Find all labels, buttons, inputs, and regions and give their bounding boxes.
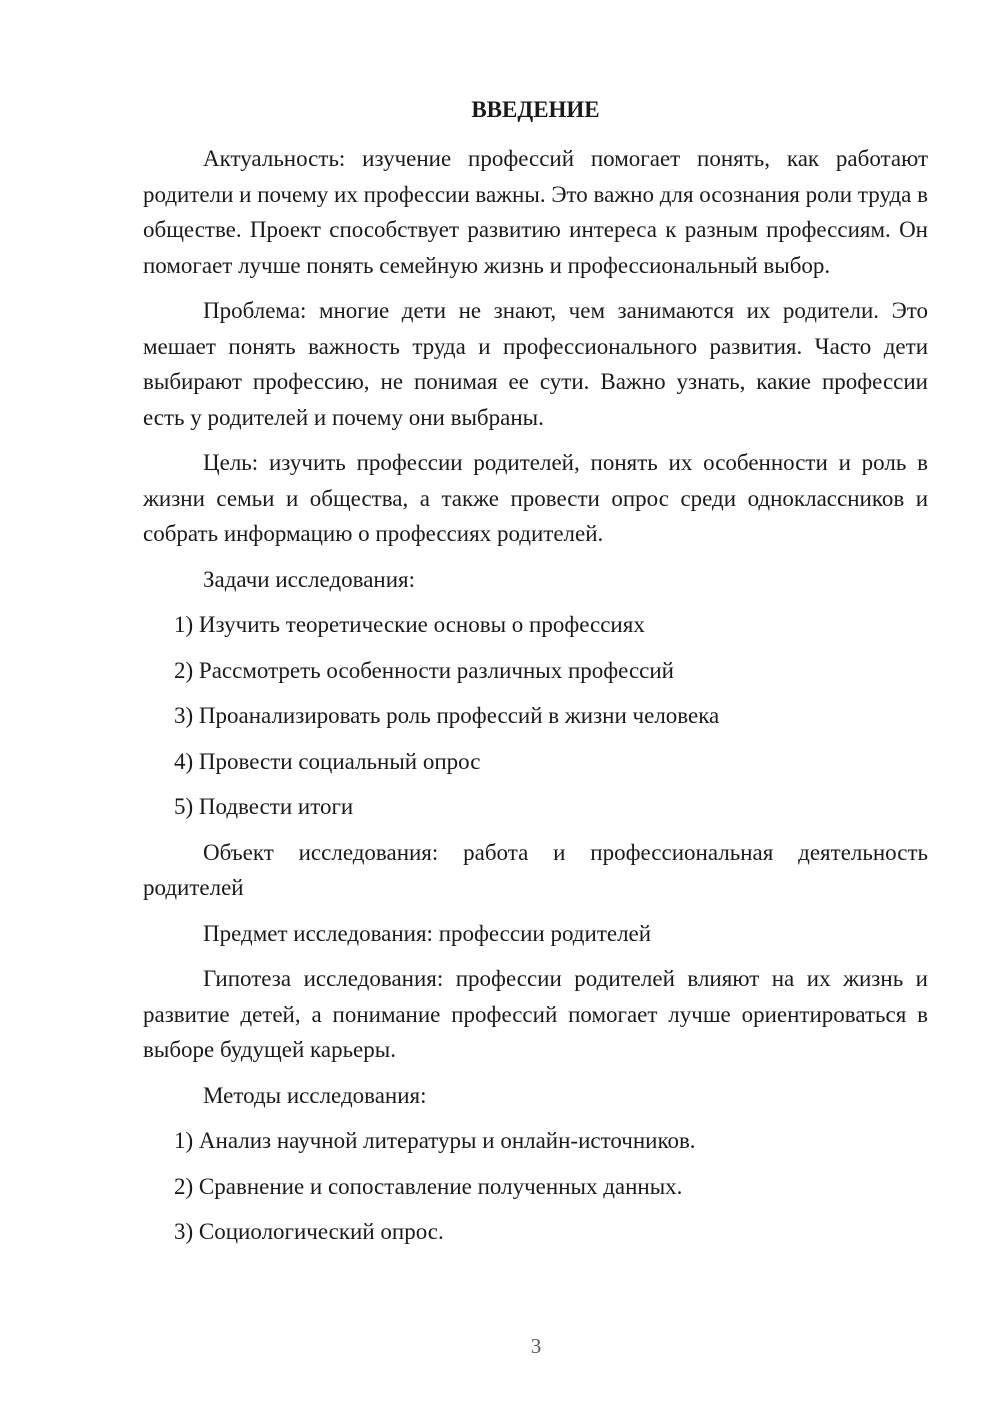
list-item: 1) Анализ научной литературы и онлайн-источников. [174, 1128, 696, 1153]
list-item: 2) Рассмотреть особенности различных профессий [174, 657, 674, 683]
problem-paragraph: Проблема: многие дети не знают, чем занимаются их родители. Это мешает понять важность труда и профессионального развития. Часто дети выбирают профессию, не понимая ее сути. Важно узнать, какие профессии есть у родителей и почему они выбраны. [143, 298, 928, 430]
section-title: ВВЕДЕНИЕ [471, 97, 600, 122]
list-item: 3) Социологический опрос. [174, 1219, 444, 1244]
relevance-paragraph: Актуальность: изучение профессий помогает понять, как работают родители и почему их профессии важны. Это важно для осознания роли труда в обществе. Проект способствует развитию интереса к разным профессиям. Он помогает лучше понять семейную жизнь и профессиональный выбор. [143, 146, 928, 278]
list-item: 3) Проанализировать роль профессий в жизни человека [174, 703, 720, 728]
object-paragraph: Объект исследования: работа и профессиональная деятельность родителей [143, 839, 928, 900]
page-number: 3 [530, 1334, 542, 1358]
goal-paragraph: Цель: изучить профессии родителей, понять их особенности и роль в жизни семьи и общества, а также провести опрос среди одноклассников и собрать информацию о профессиях родителей. [143, 450, 928, 546]
methods-list [143, 1123, 928, 1250]
list-item: 5) Подвести итоги [174, 794, 354, 819]
list-item: 1) Изучить теоретические основы о профессиях [174, 612, 645, 637]
methods-heading: Методы исследования: [203, 1082, 427, 1108]
hypothesis-paragraph: Гипотеза исследования: профессии родителей влияют на их жизнь и развитие детей, а понимание профессий помогает лучше ориентироваться в выборе будущей карьеры. [143, 966, 928, 1062]
tasks-list [143, 607, 928, 825]
list-item: 4) Провести социальный опрос [174, 748, 481, 774]
tasks-heading: Задачи исследования: [203, 566, 416, 592]
subject-paragraph: Предмет исследования: профессии родителей [203, 920, 652, 946]
list-item: 2) Сравнение и сопоставление полученных данных. [174, 1173, 683, 1199]
document-page [143, 92, 928, 1260]
